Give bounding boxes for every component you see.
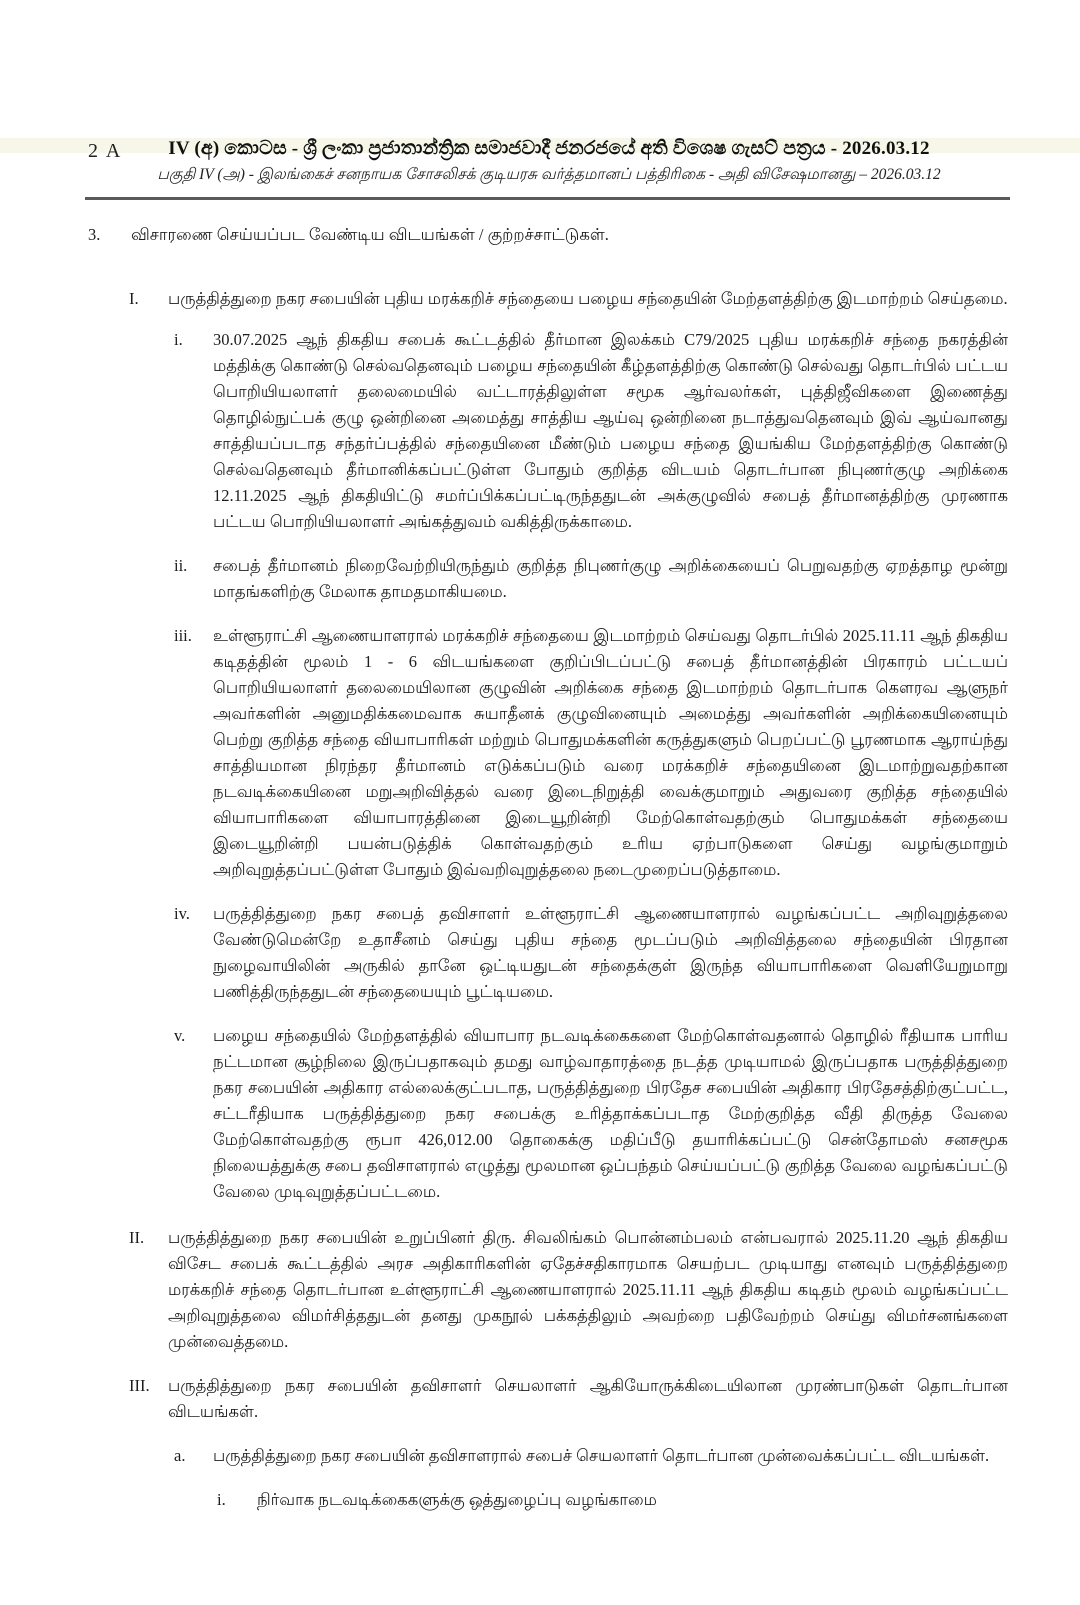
item-I-i-label: i. xyxy=(174,330,183,349)
item-III-label: III. xyxy=(129,1376,150,1395)
item-I-v-label: v. xyxy=(174,1026,186,1045)
item-I-i-text: 30.07.2025 ஆந் திகதிய சபைக் கூட்டத்தில் தீர்மான இலக்கம் C79/2025 புதிய மரக்கறிச் சந்தை நகரத்தின் மத்திக்கு கொண்டு செல்வதெனவும் பழைய சந்தையின் கீழ்தளத்திற்கு கொண்டு செல்வது தொடர்பில் பட்டய பொறியியலாளர் தலைமையில் வட்டாரத்திலுள்ள சமூக ஆர்வலர்கள், புத்திஜீவிகளை இணைத்து தொழில்நுட்பக் குழு ஒன்றினை அமைத்து சாத்திய ஆய்வு ஒன்றினை நடாத்துவதெனவும் இவ் ஆய்வானது சாத்தியப்படாத சந்தர்ப்பத்தில் சந்தையினை மீண்டும் பழைய சந்தை இயங்கிய மேற்தளத்திற்கு கொண்டு செல்வதெனவும் தீர்மானிக்கப்பட்டுள்ள போதும் குறித்த விடயம் தொடர்பான நிபுணர்குழு அறிக்கை 12.11.2025 ஆந் திகதியிட்டு சமர்ப்பிக்கப்பட்டிருந்ததுடன் அக்குழுவில் சபைத் தீர்மானத்திற்கு முரணாக பட்டய பொறியியலாளர் அங்கத்துவம் வகித்திருக்காமை. xyxy=(213,330,1008,531)
item-I-iii-text: உள்ளூராட்சி ஆணையாளரால் மரக்கறிச் சந்தையை இடமாற்றம் செய்வது தொடர்பில் 2025.11.11 ஆந் திகதிய கடிதத்தின் மூலம் 1 - 6 விடயங்களை குறிப்பிடப்பட்டு சபைத் தீர்மானத்தின் பிரகாரம் பட்டயப் பொறியியலாளர் தலைமையிலான குழுவின் அறிக்கை சந்தை இடமாற்றம் தொடர்பாக கௌரவ ஆளுநர் அவர்களின் அனுமதிக்கமைவாக சுயாதீனக் குழுவினையும் அமைத்து அவர்களின் அறிக்கையினையும் பெற்று குறித்த சந்தை வியாபாரிகள் மற்றும் பொதுமக்களின் கருத்துகளும் பெறப்பட்டு பூரணமாக ஆராய்ந்து சாத்தியமான நிரந்தர தீர்மானம் எடுக்கப்படும் வரை மரக்கறிச் சந்தையினை இடமாற்றுவதற்கான நடவடிக்கையினை மறுஅறிவித்தல் வரை இடைநிறுத்தி வைக்குமாறும் அதுவரை குறித்த சந்தையில் வியாபாரிகளை வியாபாரத்தினை இடையூறின்றி மேற்கொள்வதற்கும் பொதுமக்கள் சந்தையை இடையூறின்றி பயன்படுத்திக் கொள்வதற்கும் உரிய ஏற்பாடுகளை செய்து வழங்குமாறும் அறிவுறுத்தப்பட்டுள்ள போதும் இவ்வறிவுறுத்தலை நடைமுறைப்படுத்தாமை. xyxy=(213,626,1008,879)
gazette-title-sinhala: IV (අ) කොටස - ශ්‍රී ලංකා ප්‍රජාතාන්ත්‍රික සමාජවාදී ජනරජයේ අති විශෙෂ ගැසට් පත්‍රය - 2026.03.12 xyxy=(168,138,930,159)
item-III-a-i-label: i. xyxy=(217,1490,226,1509)
item-I-iv xyxy=(0,901,1008,1005)
item-I-iii-label: iii. xyxy=(174,626,192,645)
item-I-ii xyxy=(0,553,1008,605)
item-I-ii-text: சபைத் தீர்மானம் நிறைவேற்றியிருந்தும் குறித்த நிபுணர்குழு அறிக்கையைப் பெறுவதற்கு ஏறத்தாழ மூன்று மாதங்களிற்கு மேலாக தாமதமாகியமை. xyxy=(213,556,1008,601)
item-III-a xyxy=(0,1443,1008,1469)
item-III xyxy=(0,1373,1008,1425)
item-II xyxy=(0,1225,1008,1355)
item-I-ii-label: ii. xyxy=(174,556,188,575)
section-number: 3. xyxy=(88,225,101,244)
item-I-iv-text: பருத்தித்துறை நகர சபைத் தவிசாளர் உள்ளூராட்சி ஆணையாளரால் வழங்கப்பட்ட அறிவுறுத்தலை வேண்டுமென்றே உதாசீனம் செய்து புதிய சந்தை மூடப்படும் அறிவித்தலை சந்தையின் பிரதான நுழைவாயிலின் அருகில் தானே ஒட்டியதுடன் சந்தைக்குள் இருந்த வியாபாரிகளை வெளியேறுமாறு பணித்திருந்ததுடன் சந்தையையும் பூட்டியமை. xyxy=(213,904,1008,1001)
section-heading xyxy=(0,222,1008,248)
item-III-a-label: a. xyxy=(174,1446,186,1465)
item-I-v-text: பழைய சந்தையில் மேற்தளத்தில் வியாபார நடவடிக்கைகளை மேற்கொள்வதனால் தொழில் ரீதியாக பாரிய நட்டமான சூழ்நிலை இருப்பதாகவும் தமது வாழ்வாதாரத்தை நடத்த முடியாமல் இருப்பதாக பருத்தித்துறை நகர சபையின் அதிகார எல்லைக்குட்படாத, பருத்தித்துறை பிரதேச சபையின் அதிகார பிரதேசத்திற்குட்பட்ட, சட்டரீதியாக பருத்தித்துறை நகர சபைக்கு உரித்தாக்கப்படாத மேற்குறித்த வீதி திருத்த வேலை மேற்கொள்வதற்கு ரூபா 426,012.00 தொகைக்கு மதிப்பீடு தயாரிக்கப்பட்டு சென்தோமஸ் சனசமூக நிலையத்துக்கு சபை தவிசாளரால் எழுத்து மூலமான ஒப்பந்தம் செய்யப்பட்டு குறித்த வேலை வழங்கப்பட்டு வேலை முடிவுறுத்தப்பட்டமை. xyxy=(213,1026,1008,1201)
item-II-label: II. xyxy=(129,1228,145,1247)
gazette-page xyxy=(0,138,1080,1605)
document-body xyxy=(0,200,1080,1513)
item-II-text: பருத்தித்துறை நகர சபையின் உறுப்பினர் திரு. சிவலிங்கம் பொன்னம்பலம் என்பவரால் 2025.11.20 ஆந் திகதிய விசேட சபைக் கூட்டத்தில் அரச அதிகாரிகளின் ஏதேச்சதிகாரமாக செயற்பட முடியாது எனவும் பருத்தித்துறை மரக்கறிச் சந்தை தொடர்பான உள்ளூராட்சி ஆணையாளரால் 2025.11.11 ஆந் திகதிய கடிதம் மூலம் வழங்கப்பட்ட அறிவுறுத்தலை விமர்சித்ததுடன் தனது முகநூல் பக்கத்திலும் அவற்றை பதிவேற்றம் செய்து விமர்சனங்களை முன்வைத்தமை. xyxy=(168,1228,1008,1351)
item-III-a-text: பருத்தித்துறை நகர சபையின் தவிசாளரால் சபைச் செயலாளர் தொடர்பான முன்வைக்கப்பட்ட விடயங்கள். xyxy=(213,1446,990,1465)
item-III-a-i xyxy=(0,1487,1008,1513)
item-III-text: பருத்தித்துறை நகர சபையின் தவிசாளர் செயலாளர் ஆகியோருக்கிடையிலான முரண்பாடுகள் தொடர்பான விடயங்கள். xyxy=(168,1376,1008,1421)
section-title: விசாரணை செய்யப்பட வேண்டிய விடயங்கள் / குற்றச்சாட்டுகள். xyxy=(131,225,609,244)
item-I-iii xyxy=(0,623,1008,883)
gazette-title-tamil: பகுதி IV (அ) - இலங்கைச் சனநாயக சோசலிசக் குடியரசு வர்த்தமானப் பத்திரிகை - அதி விசேஷமானது – 2026.03.12 xyxy=(157,166,941,183)
item-I-i xyxy=(0,327,1008,535)
item-I-v xyxy=(0,1023,1008,1205)
item-III-a-i-text: நிர்வாக நடவடிக்கைகளுக்கு ஒத்துழைப்பு வழங்காமை xyxy=(257,1490,657,1509)
page-number: 2 A xyxy=(88,140,123,162)
page-header xyxy=(0,138,1080,185)
item-I-iv-label: iv. xyxy=(174,904,190,923)
item-I-text: பருத்தித்துறை நகர சபையின் புதிய மரக்கறிச் சந்தையை பழைய சந்தையின் மேற்தளத்திற்கு இடமாற்றம் செய்தமை. xyxy=(168,289,1008,308)
item-I xyxy=(0,286,1008,312)
item-I-label: I. xyxy=(129,289,139,308)
